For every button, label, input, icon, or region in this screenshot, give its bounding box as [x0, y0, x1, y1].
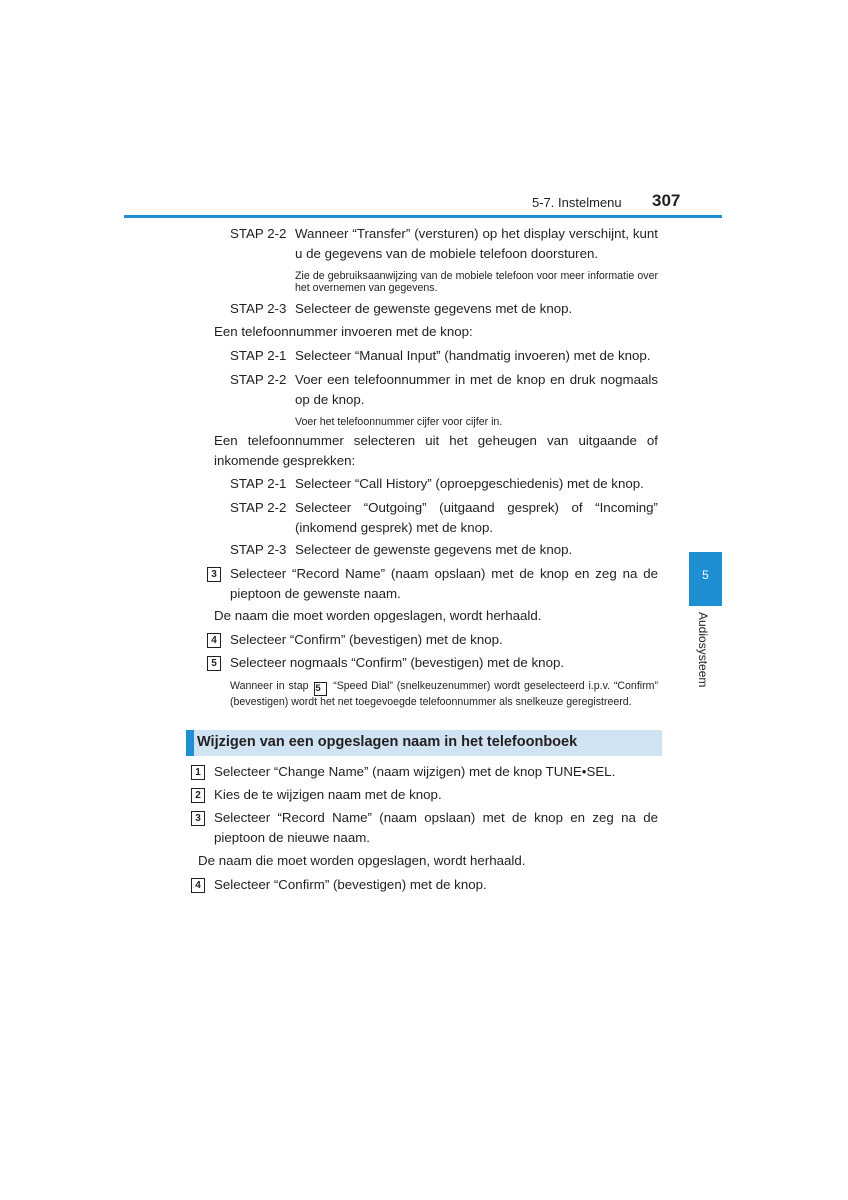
step-label: STAP 2-2: [230, 500, 287, 515]
step-number-box: 4: [191, 878, 205, 893]
step-label: STAP 2-3: [230, 301, 287, 316]
step-text: Selecteer “Call History” (oproepgeschiedenis) met de knop.: [295, 476, 644, 491]
step-text: Wanneer “Transfer” (versturen) op het display verschijnt, kunt u de gegevens van de mobiele telefoon doorsturen.: [295, 226, 658, 261]
step-text: Selecteer “Outgoing” (uitgaand gesprek) of “Incoming” (inkomend gesprek) met de knop.: [295, 500, 658, 535]
step-number-box: 3: [191, 811, 205, 826]
step-text: Selecteer “Manual Input” (handmatig invoeren) met de knop.: [295, 348, 651, 363]
step-label: STAP 2-1: [230, 476, 287, 491]
step-number-box: 3: [207, 567, 221, 582]
step-text: Selecteer de gewenste gegevens met de knop.: [295, 301, 573, 316]
header-section-title: 5-7. Instelmenu: [532, 195, 622, 210]
chapter-side-label: Audiosysteem: [696, 612, 710, 688]
note: [230, 680, 658, 708]
step-number-box: 5: [207, 656, 221, 671]
paragraph: Een telefoonnummer invoeren met de knop:: [214, 324, 473, 339]
step-number-box: 2: [191, 788, 205, 803]
step-text: Selecteer “Change Name” (naam wijzigen) met de knop TUNE•SEL.: [214, 764, 616, 779]
step-text: Voer een telefoonnummer in met de knop en druk nogmaals op de knop.: [295, 372, 658, 407]
note-text: Wanneer in stap: [230, 680, 309, 692]
step-number-box: 1: [191, 765, 205, 780]
step-label: STAP 2-2: [230, 372, 287, 387]
step-label: STAP 2-3: [230, 542, 287, 557]
note-text: “Speed Dial” (snelkeuzenummer) wordt geselecteerd i.p.v. “Confirm” (bevestigen) wordt het net toegevoegde telefoonnummer als snelkeuze geregistreerd.: [230, 680, 658, 708]
step-text: Kies de te wijzigen naam met de knop.: [214, 787, 442, 802]
step-text: Selecteer nogmaals “Confirm” (bevestigen) met de knop.: [230, 655, 565, 670]
step-text: Selecteer de gewenste gegevens met de knop.: [295, 542, 573, 557]
step-note: Voer het telefoonnummer cijfer voor cijfer in.: [295, 416, 503, 428]
step-note: Zie de gebruiksaanwijzing van de mobiele telefoon voor meer informatie over het overnemen van gegevens.: [295, 270, 658, 294]
paragraph: De naam die moet worden opgeslagen, wordt herhaald.: [198, 853, 526, 868]
step-text: Selecteer “Confirm” (bevestigen) met de knop.: [214, 877, 487, 892]
page-number: 307: [652, 191, 681, 210]
step-number-box: 4: [207, 633, 221, 648]
step-text: Selecteer “Record Name” (naam opslaan) met de knop en zeg na de pieptoon de gewenste naam.: [230, 566, 658, 601]
step-text: Selecteer “Confirm” (bevestigen) met de knop.: [230, 632, 503, 647]
step-text: Selecteer “Record Name” (naam opslaan) met de knop en zeg na de pieptoon de nieuwe naam.: [214, 810, 658, 845]
step-number-box: 5: [314, 682, 327, 696]
header-rule: [124, 215, 722, 218]
section-title: Wijzigen van een opgeslagen naam in het telefoonboek: [197, 734, 578, 750]
paragraph: Een telefoonnummer selecteren uit het geheugen van uitgaande of inkomende gesprekken:: [214, 433, 658, 468]
paragraph: De naam die moet worden opgeslagen, wordt herhaald.: [214, 608, 542, 623]
chapter-tab: 5: [689, 552, 722, 606]
step-label: STAP 2-2: [230, 226, 287, 241]
step-label: STAP 2-1: [230, 348, 287, 363]
